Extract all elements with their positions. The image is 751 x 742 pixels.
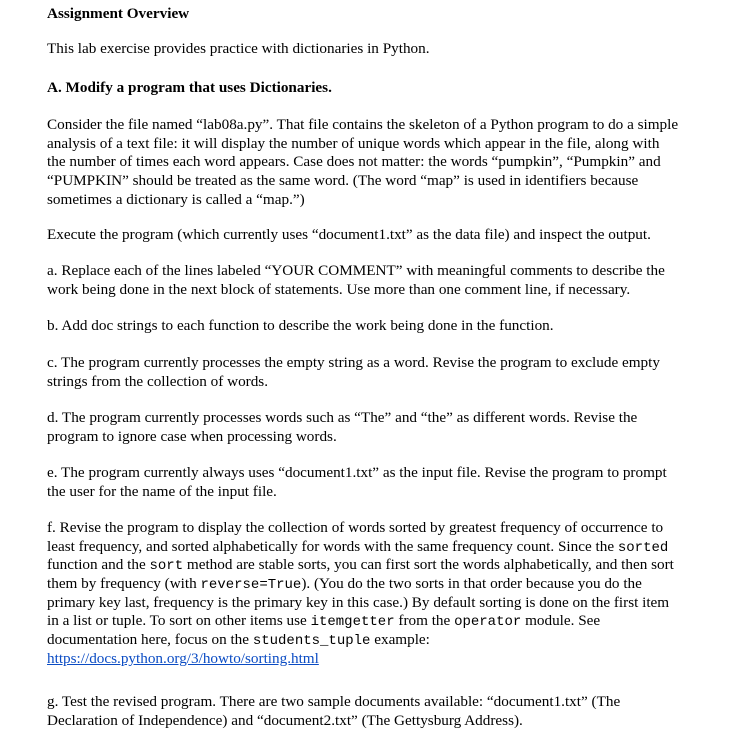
text-segment: a. Replace each of the lines labeled “YOUR COMMENT” with meaningful comments to describe the	[47, 262, 665, 279]
text-line	[47, 317, 747, 336]
text-segment: function and the	[47, 556, 150, 574]
text-segment: b. Add doc strings to each function to describe the work being done in the function.	[47, 317, 554, 334]
text-segment: g. Test the revised program. There are two sample documents available: “document1.txt” (The	[47, 693, 621, 710]
text-segment: in a list or tuple. To sort on other items use	[47, 612, 311, 630]
text-segment: Execute the program (which currently uses “document1.txt” as the data file) and inspect the output.	[47, 226, 651, 243]
text-segment: example:	[370, 631, 430, 649]
text-segment: Consider the file named “lab08a.py”. That file contains the skeleton of a Python program to do a simple	[47, 116, 679, 133]
section-a-heading	[47, 79, 747, 98]
text-segment: the user for the name of the input file.	[47, 482, 277, 500]
text-line	[47, 556, 747, 575]
text-segment: module. See	[521, 612, 601, 630]
execute-paragraph	[47, 226, 747, 245]
step-c	[47, 354, 747, 391]
text-line	[47, 116, 747, 135]
text-line	[47, 40, 747, 59]
text-segment: sometimes a dictionary is called a “map.”)	[47, 190, 305, 208]
text-line	[47, 354, 747, 373]
text-line	[47, 153, 747, 172]
code-term: students_tuple	[252, 633, 371, 650]
text-segment: Declaration of Independence) and “document2.txt” (The Gettysburg Address).	[47, 711, 523, 729]
text-line	[47, 575, 747, 594]
text-line	[47, 712, 747, 731]
text-segment: Assignment Overview	[47, 5, 190, 22]
text-segment: c. The program currently processes the empty string as a word. Revise the program to exclude empty	[47, 354, 660, 371]
step-b	[47, 317, 747, 336]
text-line	[47, 281, 747, 300]
text-line	[47, 464, 747, 483]
code-term: operator	[454, 614, 522, 631]
text-line	[47, 631, 747, 650]
step-g	[47, 693, 747, 730]
text-segment: analysis of a text file: it will display the number of unique words which appear in the file, along with	[47, 134, 660, 152]
text-line	[47, 79, 747, 98]
text-segment: This lab exercise provides practice with dictionaries in Python.	[47, 40, 430, 57]
code-term: itemgetter	[310, 614, 395, 631]
text-segment: from the	[394, 612, 455, 630]
text-segment: strings from the collection of words.	[47, 372, 269, 390]
text-segment: A. Modify a program that uses Dictionaries.	[47, 79, 332, 96]
text-segment: f. Revise the program to display the collection of words sorted by greatest frequency of occurrence to	[47, 519, 664, 536]
code-term: sorted	[617, 539, 669, 556]
text-segment: the number of times each word appears. Case does not matter: the words “pumpkin”, “Pumpkin” and	[47, 153, 661, 171]
text-segment: “PUMPKIN” should be treated as the same word. (The word “map” is used in identifiers because	[47, 172, 639, 190]
consider-paragraph	[47, 116, 747, 209]
text-line	[47, 409, 747, 428]
text-segment: method are stable sorts, you can first sort the words alphabetically, and then sort	[183, 556, 674, 574]
text-segment: least frequency, and sorted alphabetically for words with the same frequency count. Since the	[47, 537, 618, 555]
text-line	[47, 135, 747, 154]
text-line	[47, 191, 747, 210]
text-line	[47, 373, 747, 392]
text-line	[47, 612, 747, 631]
text-line	[47, 693, 747, 712]
sorting-howto-link[interactable]: https://docs.python.org/3/howto/sorting.html	[47, 649, 319, 667]
code-term: reverse=True	[200, 577, 302, 594]
text-line	[47, 428, 747, 447]
text-line	[47, 172, 747, 191]
text-segment: work being done in the next block of statements. Use more than one comment line, if necessary.	[47, 280, 631, 298]
text-line	[47, 519, 747, 538]
text-line	[47, 226, 747, 245]
step-e	[47, 464, 747, 501]
assignment-overview-heading	[47, 5, 747, 24]
text-segment: d. The program currently processes words such as “The” and “the” as different words. Revise the	[47, 409, 638, 426]
text-segment: documentation here, focus on the	[47, 631, 253, 649]
code-term: sort	[149, 558, 184, 575]
text-segment: ). (You do the two sorts in that order because you do the	[301, 575, 642, 593]
step-a	[47, 262, 747, 299]
step-f	[47, 519, 747, 669]
text-line	[47, 5, 747, 24]
text-segment: them by frequency (with	[47, 575, 201, 593]
text-line	[47, 483, 747, 502]
text-segment: e. The program currently always uses “document1.txt” as the input file. Revise the program to prompt	[47, 464, 667, 481]
step-d	[47, 409, 747, 446]
text-segment: program to ignore case when processing words.	[47, 427, 337, 445]
text-segment: primary key last, frequency is the primary key in this case.) By default sorting is done on the first item	[47, 593, 670, 611]
intro-paragraph	[47, 40, 747, 59]
text-line	[47, 538, 747, 557]
text-line	[47, 650, 747, 669]
text-line	[47, 262, 747, 281]
text-line	[47, 594, 747, 613]
